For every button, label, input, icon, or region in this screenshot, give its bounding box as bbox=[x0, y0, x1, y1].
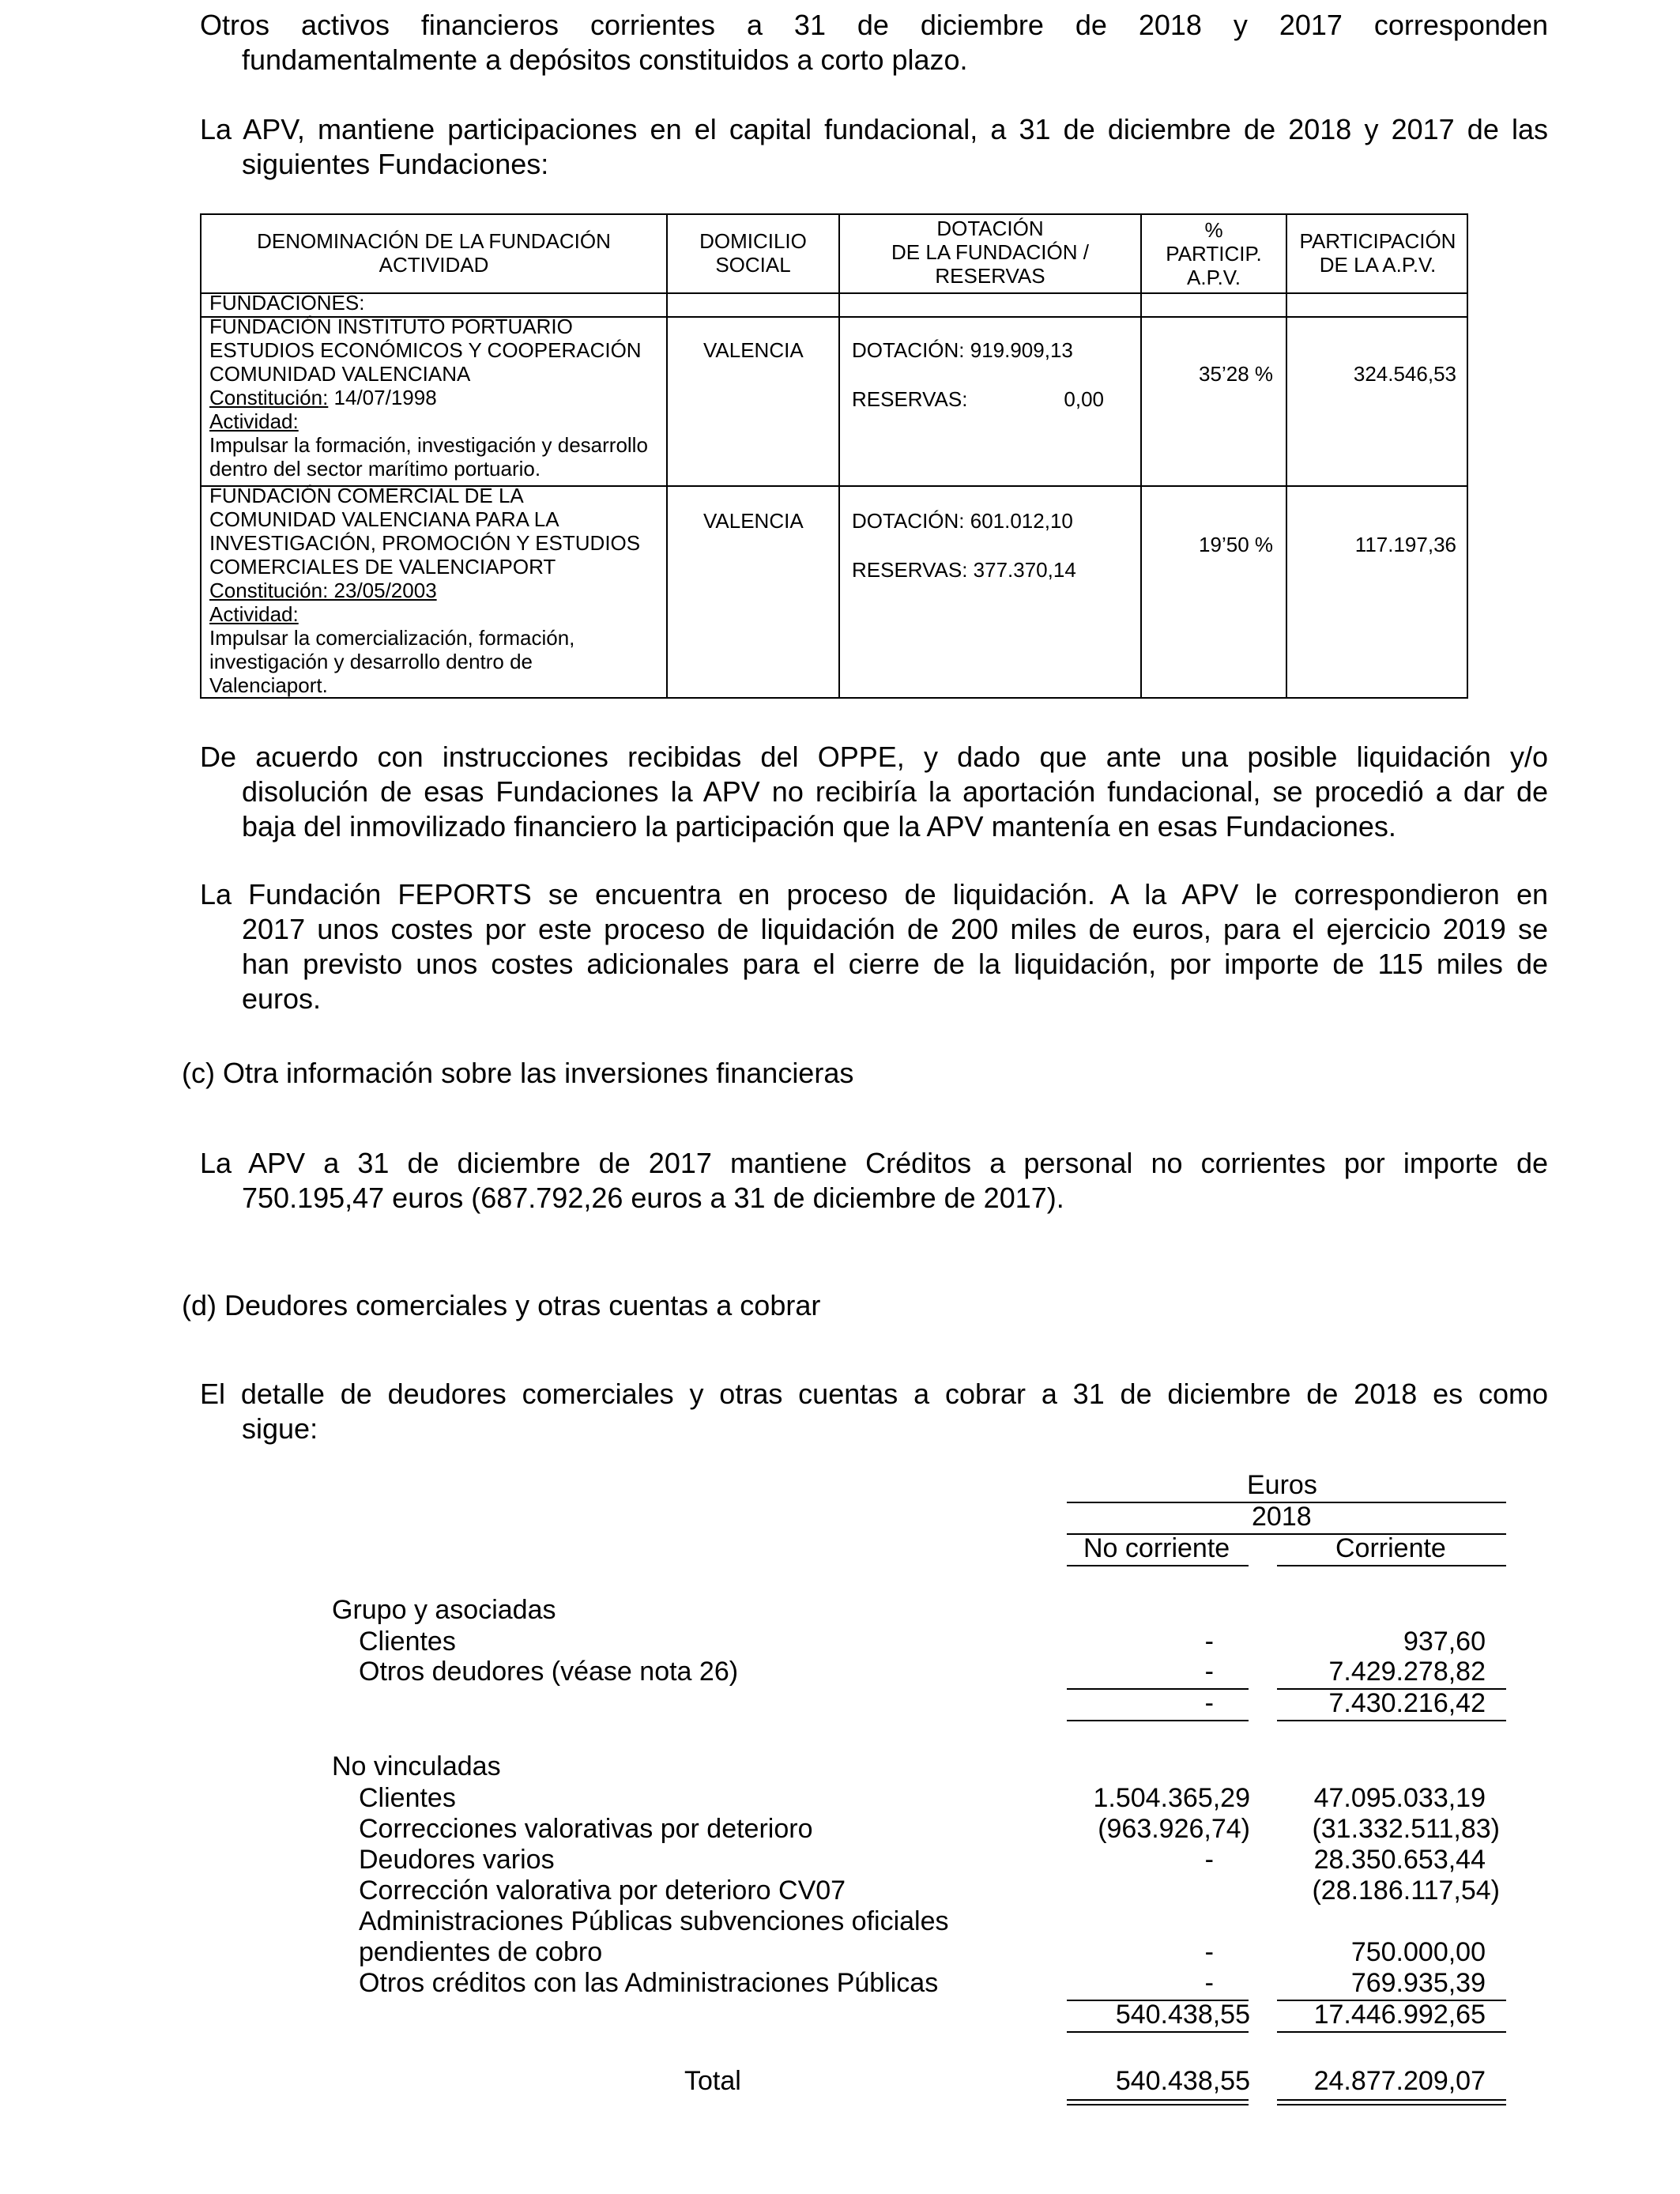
header-text: SOCIAL bbox=[715, 253, 791, 277]
text-line: Otros activos financieros corrientes a 31 de diciembre de 2018 y 2017 corresponden bbox=[200, 9, 1548, 41]
group-label: No vinculadas bbox=[332, 1751, 501, 1781]
text-line: baja del inmovilizado financiero la participación que la APV mantenía en esas Fundaciones. bbox=[242, 810, 1396, 843]
row-label: Corrección valorativa por deterioro CV07 bbox=[359, 1875, 846, 1906]
text-line: La APV a 31 de diciembre de 2017 mantiene Créditos a personal no corrientes por importe de bbox=[200, 1147, 1548, 1179]
value-current: 769.935,39 bbox=[1350, 1968, 1486, 1998]
text-line: FUNDACIÓN INSTITUTO PORTUARIO bbox=[209, 315, 573, 338]
subtotal-non-current: - bbox=[1204, 1688, 1214, 1718]
foundations-table bbox=[200, 213, 1468, 699]
value-current: 47.095.033,19 bbox=[1313, 1783, 1486, 1813]
constitution-line: Constitución: 23/05/2003 bbox=[209, 579, 437, 602]
activity-label: Actividad: bbox=[209, 409, 299, 433]
value-current: (28.186.117,54) bbox=[1312, 1875, 1500, 1906]
group-label: Grupo y asociadas bbox=[332, 1595, 556, 1625]
header-text: DOMICILIO bbox=[699, 229, 807, 253]
header-text: DE LA A.P.V. bbox=[1319, 253, 1437, 277]
text-line: sigue: bbox=[242, 1412, 318, 1445]
text-line: La Fundación FEPORTS se encuentra en proceso de liquidación. A la APV le correspondieron en bbox=[200, 878, 1548, 910]
value-current: 937,60 bbox=[1403, 1627, 1486, 1657]
total-current: 24.877.209,07 bbox=[1313, 2066, 1486, 2096]
text-line: dentro del sector marítimo portuario. bbox=[209, 457, 541, 481]
header-year: 2018 bbox=[1252, 1502, 1312, 1532]
paragraph-participations bbox=[200, 112, 1548, 182]
heading-trade-debtors: (d) Deudores comerciales y otras cuentas a cobrar bbox=[182, 1289, 821, 1321]
reserves-2: RESERVAS: 377.370,14 bbox=[852, 558, 1076, 582]
header-name bbox=[202, 229, 666, 277]
participation-2: 117.197,36 bbox=[1354, 533, 1456, 556]
value-current: 750.000,00 bbox=[1350, 1937, 1486, 1967]
reserves-value-1: 0,00 bbox=[1064, 387, 1104, 411]
subtotal-current: 7.430.216,42 bbox=[1328, 1688, 1486, 1718]
total-label: Total bbox=[684, 2066, 741, 2096]
participation-1: 324.546,53 bbox=[1353, 362, 1456, 386]
total-non-current: 540.438,55 bbox=[1115, 2066, 1250, 2096]
text-line: Impulsar la formación, investigación y desarrollo bbox=[209, 433, 648, 457]
row-label: pendientes de cobro bbox=[359, 1937, 603, 1967]
text-line: disolución de esas Fundaciones la APV no recibiría la aportación fundacional, se procedió a dar de bbox=[242, 775, 1548, 808]
value-non-current: - bbox=[1204, 1937, 1214, 1967]
section-label: FUNDACIONES: bbox=[209, 291, 365, 315]
heading-other-info: (c) Otra información sobre las inversiones financieras bbox=[182, 1057, 854, 1089]
column-header-current: Corriente bbox=[1335, 1533, 1446, 1563]
header-rule bbox=[1067, 1565, 1249, 1566]
text-line: COMERCIALES DE VALENCIAPORT bbox=[209, 555, 556, 579]
row-label: Administraciones Públicas subvenciones oficiales bbox=[359, 1906, 949, 1936]
percent-2: 19’50 % bbox=[1199, 533, 1273, 556]
row-label: Otros deudores (véase nota 26) bbox=[359, 1657, 739, 1687]
header-text: ACTIVIDAD bbox=[379, 253, 489, 277]
paragraph-debtors-detail bbox=[200, 1377, 1548, 1446]
text-line: euros. bbox=[242, 982, 322, 1015]
text-line: El detalle de deudores comerciales y otras cuentas a cobrar a 31 de diciembre de 2018 es como bbox=[200, 1378, 1548, 1410]
endowment-2: DOTACIÓN: 601.012,10 bbox=[852, 509, 1073, 533]
endowment-1: DOTACIÓN: 919.909,13 bbox=[852, 338, 1073, 362]
header-domicile bbox=[668, 229, 838, 277]
value-current: 28.350.653,44 bbox=[1313, 1845, 1486, 1875]
text-line: 750.195,47 euros (687.792,26 euros a 31 de diciembre de 2017). bbox=[242, 1182, 1064, 1214]
table-divider bbox=[666, 215, 668, 697]
text-line: investigación y desarrollo dentro de bbox=[209, 650, 533, 673]
value-non-current: (963.926,74) bbox=[1098, 1814, 1250, 1844]
row-label: Correcciones valorativas por deterioro bbox=[359, 1814, 813, 1844]
paragraph-financial-assets bbox=[200, 8, 1548, 77]
text-line: FUNDACIÓN COMERCIAL DE LA bbox=[209, 484, 524, 507]
subtotal-rule bbox=[1067, 2031, 1249, 2033]
text-line: han previsto unos costes adicionales para el cierre de la liquidación, por importe de 115 miles de bbox=[242, 948, 1548, 980]
activity-label: Actividad: bbox=[209, 602, 299, 626]
value-non-current: - bbox=[1204, 1845, 1214, 1875]
paragraph-feports bbox=[200, 877, 1548, 1016]
header-text: PARTICIP. bbox=[1166, 242, 1262, 266]
text-line: Impulsar la comercialización, formación, bbox=[209, 626, 575, 650]
header-text: % bbox=[1204, 218, 1223, 242]
header-euros: Euros bbox=[1247, 1470, 1317, 1500]
header-text: DENOMINACIÓN DE LA FUNDACIÓN bbox=[257, 229, 611, 253]
header-endowment bbox=[840, 217, 1140, 288]
foundation-name-1 bbox=[209, 315, 664, 481]
text-line: COMUNIDAD VALENCIANA bbox=[209, 362, 471, 386]
domicile-1: VALENCIA bbox=[703, 338, 804, 362]
header-text: DOTACIÓN bbox=[936, 217, 1044, 240]
value-current: 7.429.278,82 bbox=[1328, 1657, 1486, 1687]
subtotal-rule bbox=[1067, 1720, 1249, 1721]
total-rule bbox=[1067, 2104, 1249, 2105]
value-non-current: - bbox=[1204, 1627, 1214, 1657]
constitution-line bbox=[209, 386, 664, 409]
value-non-current: - bbox=[1204, 1657, 1214, 1687]
column-header-non-current: No corriente bbox=[1083, 1533, 1230, 1563]
constitution-label: Constitución: bbox=[209, 386, 329, 409]
text-line: La APV, mantiene participaciones en el capital fundacional, a 31 de diciembre de 2018 y 2017 de las bbox=[200, 113, 1548, 145]
table-divider bbox=[202, 292, 1467, 294]
header-rule bbox=[1277, 1565, 1506, 1566]
subtotal-rule bbox=[1277, 1720, 1506, 1721]
paragraph-oppe-instructions bbox=[200, 740, 1548, 844]
text-line: Valenciaport. bbox=[209, 673, 328, 697]
reserves-label-1: RESERVAS: bbox=[852, 387, 968, 411]
subtotal-rule bbox=[1277, 2031, 1506, 2033]
domicile-2: VALENCIA bbox=[703, 509, 804, 533]
text-line: 2017 unos costes por este proceso de liquidación de 200 miles de euros, para el ejercicio 2019 se bbox=[242, 913, 1548, 945]
value-non-current: - bbox=[1204, 1968, 1214, 1998]
header-percent bbox=[1142, 218, 1286, 289]
value-current: (31.332.511,83) bbox=[1312, 1814, 1500, 1844]
header-text: RESERVAS bbox=[935, 264, 1045, 288]
paragraph-staff-credits bbox=[200, 1146, 1548, 1216]
text-line: siguientes Fundaciones: bbox=[242, 148, 549, 180]
row-label: Clientes bbox=[359, 1627, 456, 1657]
percent-1: 35’28 % bbox=[1199, 362, 1273, 386]
subtotal-current: 17.446.992,65 bbox=[1313, 2000, 1486, 2030]
header-text: DE LA FUNDACIÓN / bbox=[891, 240, 1089, 264]
text-line: ESTUDIOS ECONÓMICOS Y COOPERACIÓN bbox=[209, 338, 642, 362]
text-line: fundamentalmente a depósitos constituidos a corto plazo. bbox=[242, 43, 968, 76]
text-line: COMUNIDAD VALENCIANA PARA LA bbox=[209, 507, 559, 531]
total-rule bbox=[1277, 2099, 1506, 2101]
text-line: De acuerdo con instrucciones recibidas del OPPE, y dado que ante una posible liquidación y/o bbox=[200, 741, 1548, 773]
header-text: PARTICIPACIÓN bbox=[1299, 229, 1456, 253]
header-participation bbox=[1287, 229, 1468, 277]
value-non-current: 1.504.365,29 bbox=[1093, 1783, 1250, 1813]
header-text: A.P.V. bbox=[1187, 266, 1241, 289]
subtotal-non-current: 540.438,55 bbox=[1115, 2000, 1250, 2030]
table-divider bbox=[1286, 215, 1287, 697]
foundation-name-2 bbox=[209, 484, 664, 697]
text-line: INVESTIGACIÓN, PROMOCIÓN Y ESTUDIOS bbox=[209, 531, 641, 555]
row-label: Clientes bbox=[359, 1783, 456, 1813]
constitution-date: 14/07/1998 bbox=[328, 386, 437, 409]
row-label: Deudores varios bbox=[359, 1845, 555, 1875]
total-rule bbox=[1277, 2104, 1506, 2105]
row-label: Otros créditos con las Administraciones Públicas bbox=[359, 1968, 939, 1998]
total-rule bbox=[1067, 2099, 1249, 2101]
